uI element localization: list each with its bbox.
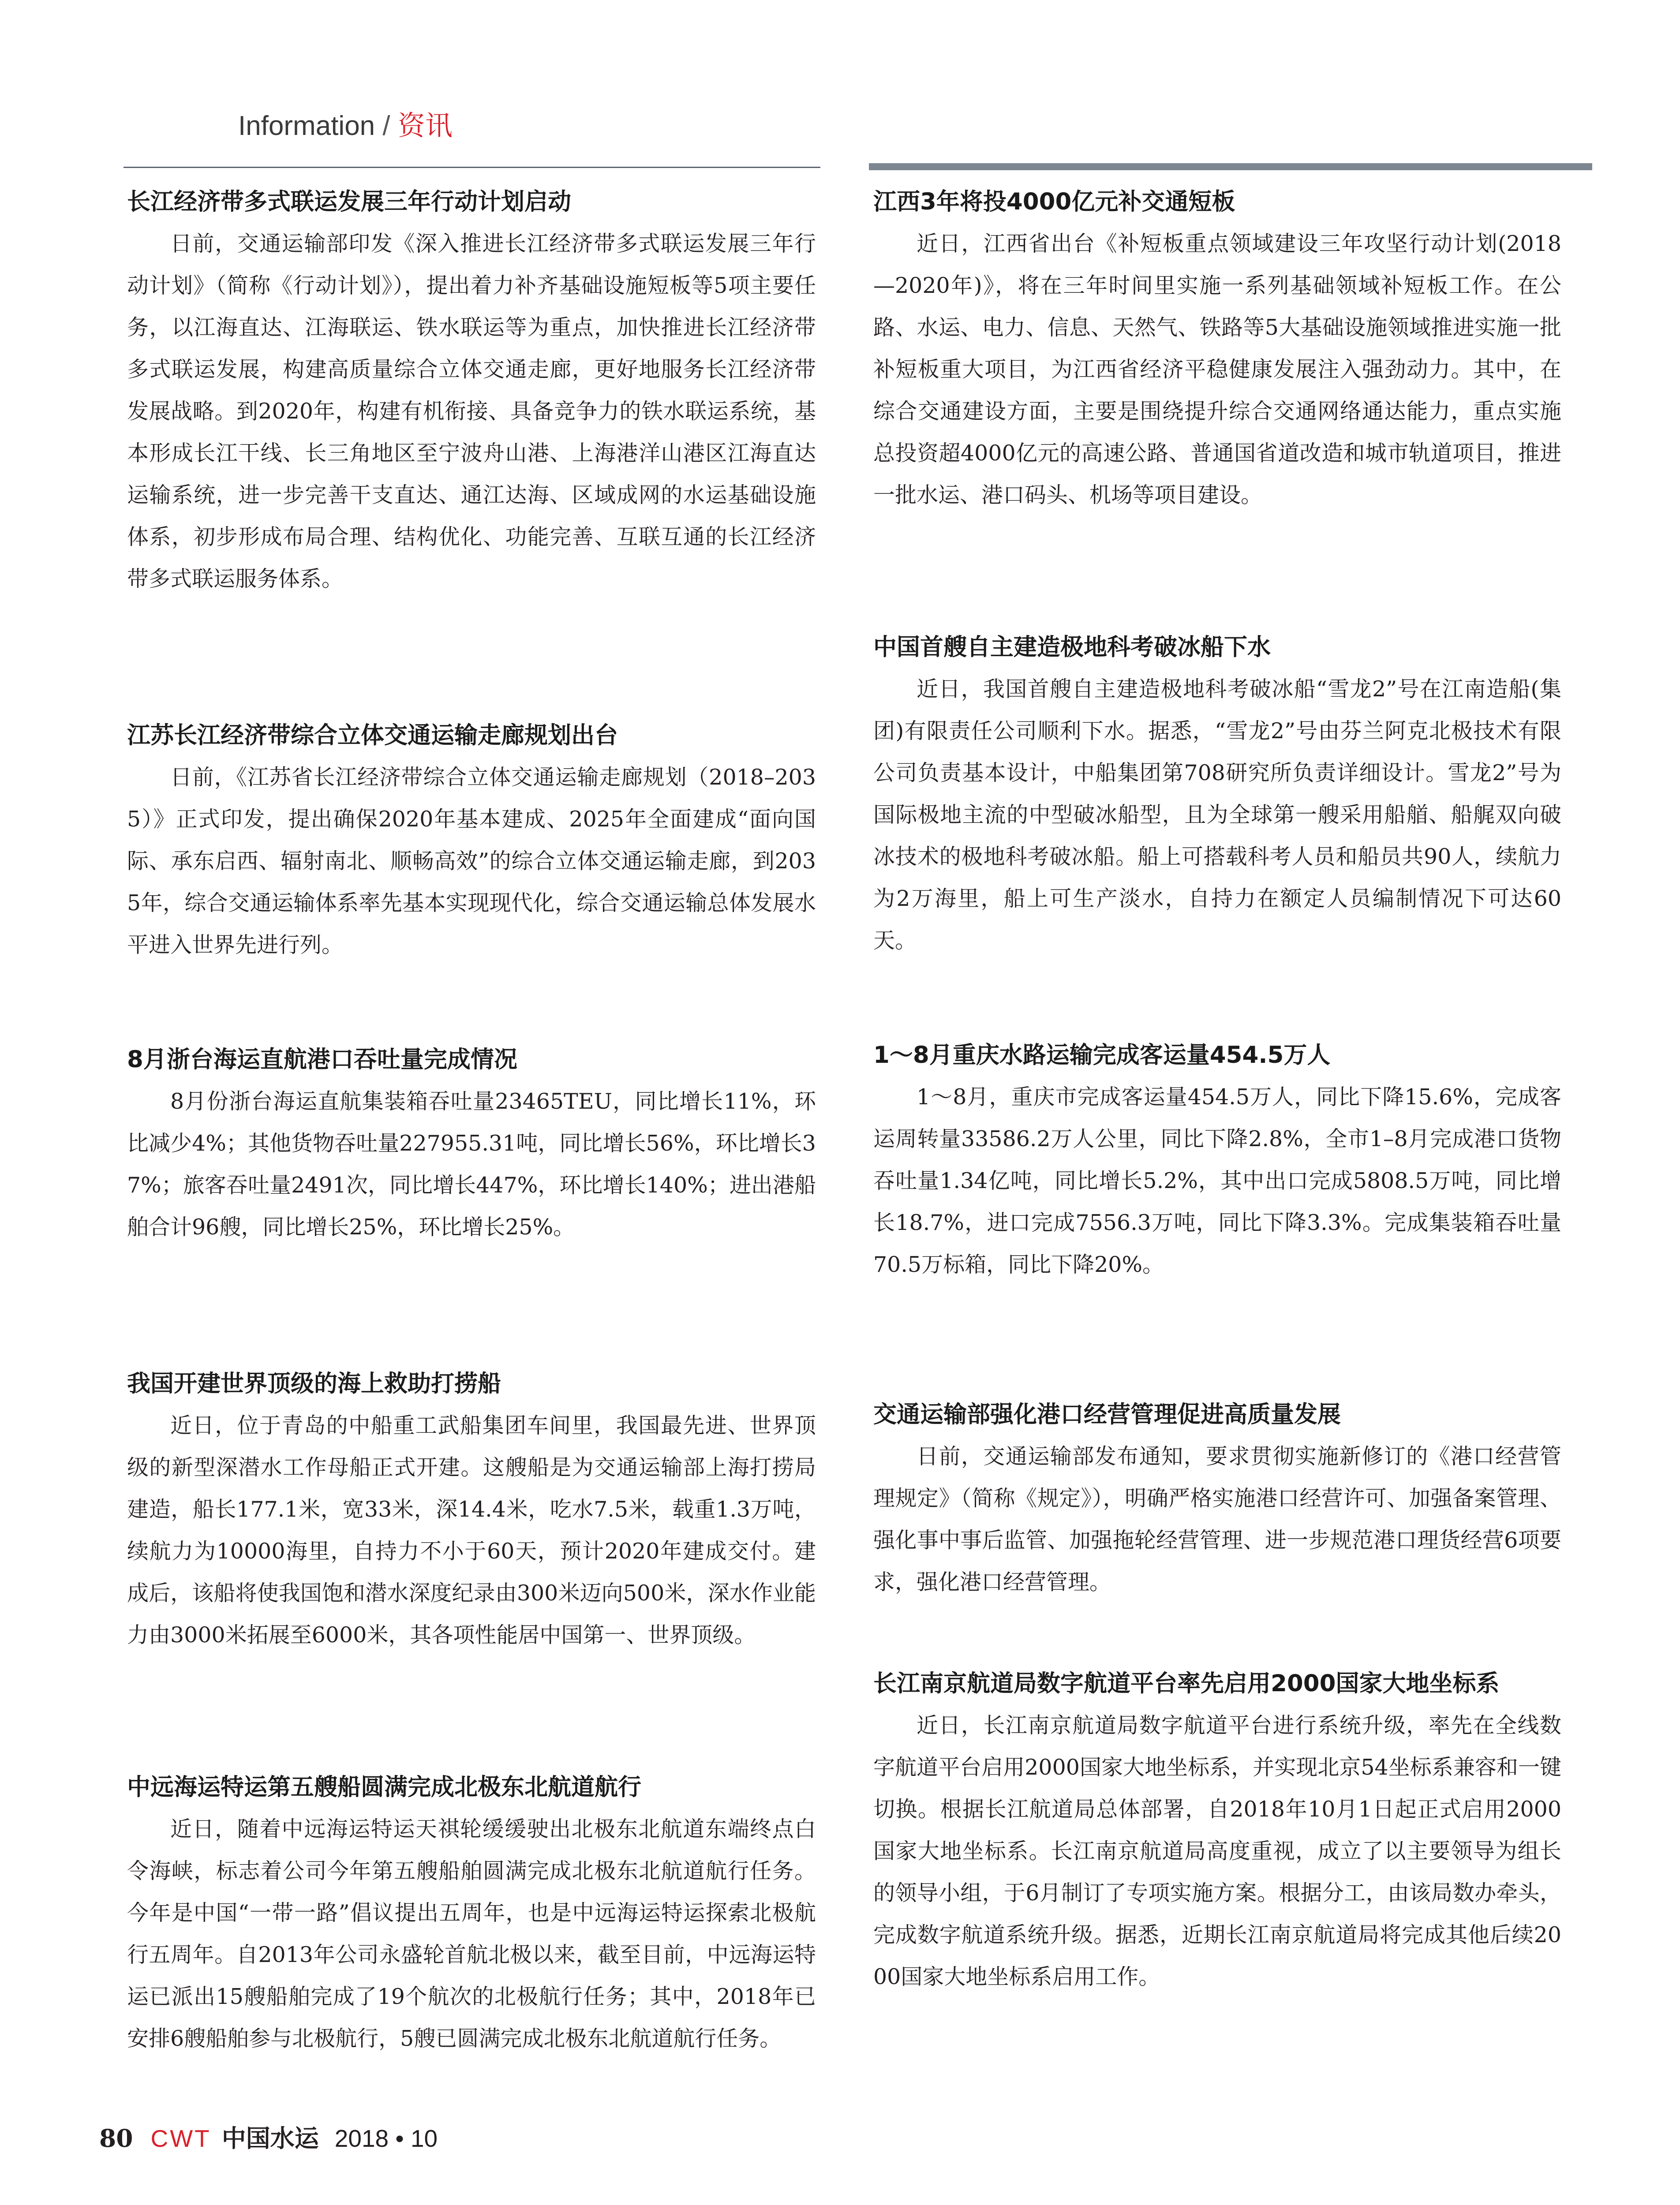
article-title: 中远海运特运第五艘船圆满完成北极东北航道航行 [127,1774,641,1801]
article-jiangsu-corridor [127,714,816,966]
article-body: 近日，随着中远海运特运天祺轮缓缓驶出北极东北航道东端终点白令海峡，标志着公司今年第五艘船舶圆满完成北极东北航道航行任务。今年是中国“一带一路”倡议提出五周年，也是中远海运特运探索北极航行五周年。自2013年公司永盛轮首航北极以来，截至目前，中远海运特运已派出15艘船舶完成了19个航次的北极航行任务；其中，2018年已安排6艘船舶参与北极航行，5艘已圆满完成北极东北航道航行任务。 [127,1816,816,2051]
article-port-management [873,1394,1561,1603]
article-title: 交通运输部强化港口经营管理促进高质量发展 [873,1401,1341,1428]
magazine-name: 中国水运 [221,2124,319,2153]
article-body: 近日，长江南京航道局数字航道平台进行系统升级，率先在全线数字航道平台启用2000国家大地坐标系，并实现北京54坐标系兼容和一键切换。根据长江航道局总体部署，自2018年10月1日起正式启用2000国家大地坐标系。长江南京航道局高度重视，成立了以主要领导为组长的领导小组，于6月制订了专项实施方案。根据分工，由该局数办牵头，完成数字航道系统升级。据悉，近期长江南京航道局将完成其他后续2000国家大地坐标系启用工作。 [873,1713,1561,1989]
article-body: 近日，我国首艘自主建造极地科考破冰船“雪龙2”号在江南造船(集团)有限责任公司顺利下水。据悉，“雪龙2”号由芬兰阿克北极技术有限公司负责基本设计，中船集团第708研究所负责详细设计。雪龙2”号为国际极地主流的中型破冰船型，且为全球第一艘采用船艏、船艉双向破冰技术的极地科考破冰船。船上可搭载科考人员和船员共90人，续航力为2万海里，船上可生产淡水，自持力在额定人员编制情况下可达60天。 [873,676,1561,953]
article-body: 近日，江西省出台《补短板重点领域建设三年攻坚行动计划(2018—2020年)》，将在三年时间里实施一系列基础领域补短板工作。在公路、水运、电力、信息、天然气、铁路等5大基础设施领域推进实施一批补短板重大项目，为江西省经济平稳健康发展注入强劲动力。其中，在综合交通建设方面，主要是围绕提升综合交通网络通达能力，重点实施总投资超4000亿元的高速公路、普通国省道改造和城市轨道项目，推进一批水运、港口码头、机场等项目建设。 [873,231,1561,508]
header-rule-left [123,167,820,168]
issue-number: 2018 • 10 [334,2125,438,2152]
article-yangtze-multimodal [127,181,816,600]
article-title: 江西3年将投4000亿元补交通短板 [873,188,1235,215]
article-title: 长江经济带多式联运发展三年行动计划启动 [127,188,571,215]
section-header [238,104,453,143]
article-nanjing-coordinate-system [873,1663,1561,1998]
article-body: 日前，交通运输部印发《深入推进长江经济带多式联运发展三年行动计划》（简称《行动计划》），提出着力补齐基础设施短板等5项主要任务，以江海直达、江海联运、铁水联运等为重点，加快推进长江经济带多式联运发展，构建高质量综合立体交通走廊，更好地服务长江经济带发展战略。到2020年，构建有机衔接、具备竞争力的铁水联运系统，基本形成长江干线、长三角地区至宁波舟山港、上海港洋山港区江海直达运输系统，进一步完善干支直达、通江达海、区域成网的水运基础设施体系，初步形成布局合理、结构优化、功能完善、互联互通的长江经济带多式联运服务体系。 [127,231,816,591]
article-cosco-arctic [127,1766,816,2059]
article-title: 8月浙台海运直航港口吞吐量完成情况 [127,1046,517,1073]
brand-logo: CWT [150,2125,211,2152]
section-label-zh: 资讯 [397,109,453,142]
section-label-en: Information [238,111,375,141]
article-body: 日前，交通运输部发布通知，要求贯彻实施新修订的《港口经营管理规定》（简称《规定》），明确严格实施港口经营许可、加强备案管理、强化事中事后监管、加强拖轮经营管理、进一步规范港口理货经营6项要求，强化港口经营管理。 [873,1444,1561,1595]
article-salvage-ship [127,1363,816,1656]
article-body: 1～8月，重庆市完成客运量454.5万人，同比下降15.6%，完成客运周转量33586.2万人公里，同比下降2.8%，全市1–8月完成港口货物吞吐量1.34亿吨，同比增长5.2%，其中出口完成5808.5万吨，同比增长18.7%，进口完成7556.3万吨，同比下降3.3%。完成集装箱吞吐量70.5万标箱，同比下降20%。 [873,1084,1561,1277]
article-title: 长江南京航道局数字航道平台率先启用2000国家大地坐标系 [873,1670,1500,1697]
article-chongqing-passengers [873,1034,1561,1286]
page-footer [99,2119,438,2154]
article-title: 中国首艘自主建造极地科考破冰船下水 [873,634,1271,661]
article-title: 江苏长江经济带综合立体交通运输走廊规划出台 [127,722,618,749]
article-icebreaker-launch [873,626,1561,961]
article-body: 近日，位于青岛的中船重工武船集团车间里，我国最先进、世界顶级的新型深潜水工作母船正式开建。这艘船是为交通运输部上海打捞局建造，船长177.1米，宽33米，深14.4米，吃水7.5米，载重1.3万吨，续航力为10000海里，自持力不小于60天，预计2020年建成交付。建成后，该船将使我国饱和潜水深度纪录由300米迈向500米，深水作业能力由3000米拓展至6000米，其各项性能居中国第一、世界顶级。 [127,1413,816,1648]
article-jiangxi-investment [873,181,1561,516]
section-separator: / [382,111,390,141]
article-zhejiang-taiwan-shipping [127,1039,816,1248]
article-body: 8月份浙台海运直航集装箱吞吐量23465TEU，同比增长11%，环比减少4%；其他货物吞吐量227955.31吨，同比增长56%，环比增长37%；旅客吞吐量2491次，同比增长447%，环比增长140%；进出港船舶合计96艘，同比增长25%，环比增长25%。 [127,1089,816,1240]
header-rule-right [869,163,1592,170]
article-title: 1～8月重庆水路运输完成客运量454.5万人 [873,1042,1331,1069]
article-body: 日前，《江苏省长江经济带综合立体交通运输走廊规划（2018–2035）》正式印发，提出确保2020年基本建成、2025年全面建成“面向国际、承东启西、辐射南北、顺畅高效”的综合立体交通运输走廊，到2035年，综合交通运输体系率先基本实现现代化，综合交通运输总体发展水平进入世界先进行列。 [127,765,816,957]
article-title: 我国开建世界顶级的海上救助打捞船 [127,1370,501,1397]
page-number: 80 [99,2124,133,2153]
